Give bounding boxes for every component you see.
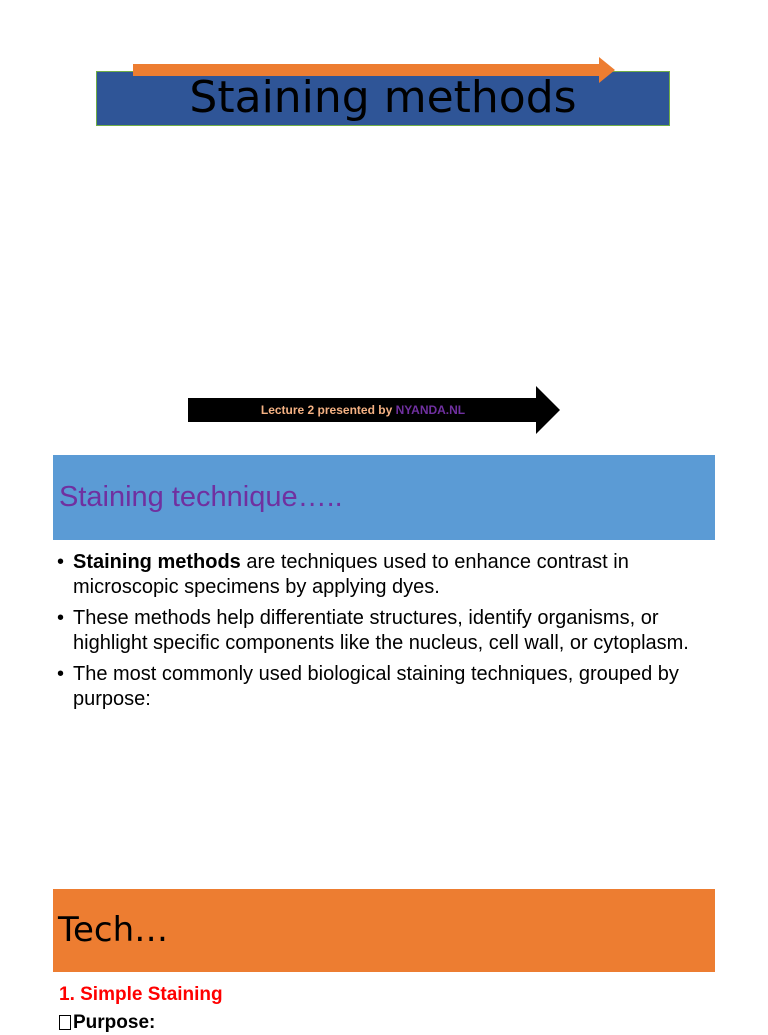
bullet-list — [57, 550, 717, 718]
bullet-dot-icon: • — [57, 663, 65, 685]
checkbox-bullet-icon — [59, 1015, 71, 1030]
simple-staining-heading: 1. Simple Staining — [59, 984, 223, 1005]
lecture-prefix: Lecture 2 presented by — [260, 403, 396, 417]
purpose-label: Purpose: — [73, 1012, 156, 1033]
bullet-item — [57, 606, 717, 656]
bullet-dot-icon: • — [57, 551, 65, 573]
bullet-text: These methods help differentiate structures, identify organisms, or highlight specific components like the nucleus, cell wall, or cytoplasm. — [73, 607, 689, 654]
section-title: Staining technique….. — [59, 481, 343, 513]
tech-title: Tech… — [58, 910, 169, 950]
lecture-caption — [188, 398, 538, 422]
bullet-item — [57, 550, 717, 600]
bullet-item — [57, 662, 717, 712]
bullet-dot-icon: • — [57, 607, 65, 629]
presenter-name: NYANDA.NL — [395, 403, 466, 417]
slide-title: Staining methods — [189, 72, 577, 123]
bullet-text: are techniques used to enhance contrast in microscopic specimens by applying dyes. — [73, 551, 629, 598]
bullet-bold-text: Staining methods — [73, 551, 241, 573]
purpose-line — [59, 1011, 155, 1035]
bullet-text: The most commonly used biological staining techniques, grouped by purpose: — [73, 663, 679, 710]
